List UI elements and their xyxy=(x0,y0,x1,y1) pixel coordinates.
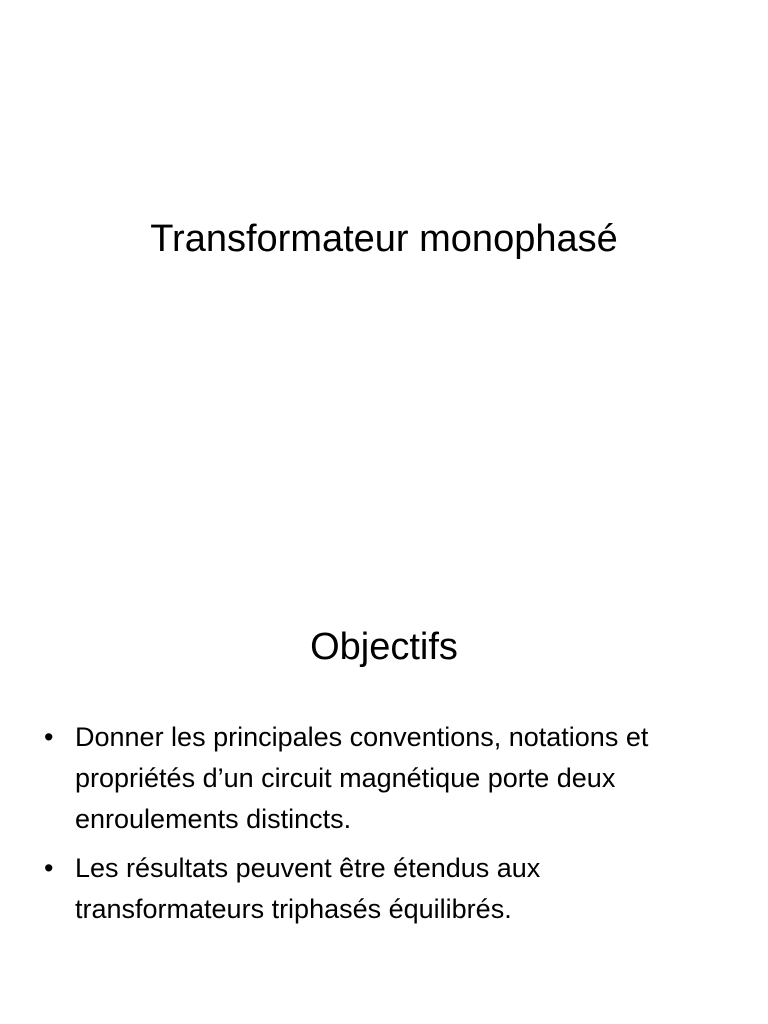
bullet-icon: • xyxy=(44,722,54,752)
slide-title: Transformateur monophasé xyxy=(150,218,618,260)
slide-heading: Objectifs xyxy=(310,626,458,668)
bullet-item xyxy=(44,717,724,840)
bullet-item xyxy=(44,848,724,930)
bullet-text: Donner les principales conventions, notations et propriétés d’un circuit magnétique porte deux enroulements distincts. xyxy=(75,722,649,834)
bullet-text: Les résultats peuvent être étendus aux transformateurs triphasés équilibrés. xyxy=(75,853,541,924)
slide-objectives xyxy=(0,512,768,1024)
bullet-icon: • xyxy=(44,853,54,883)
bullet-list xyxy=(44,717,724,938)
